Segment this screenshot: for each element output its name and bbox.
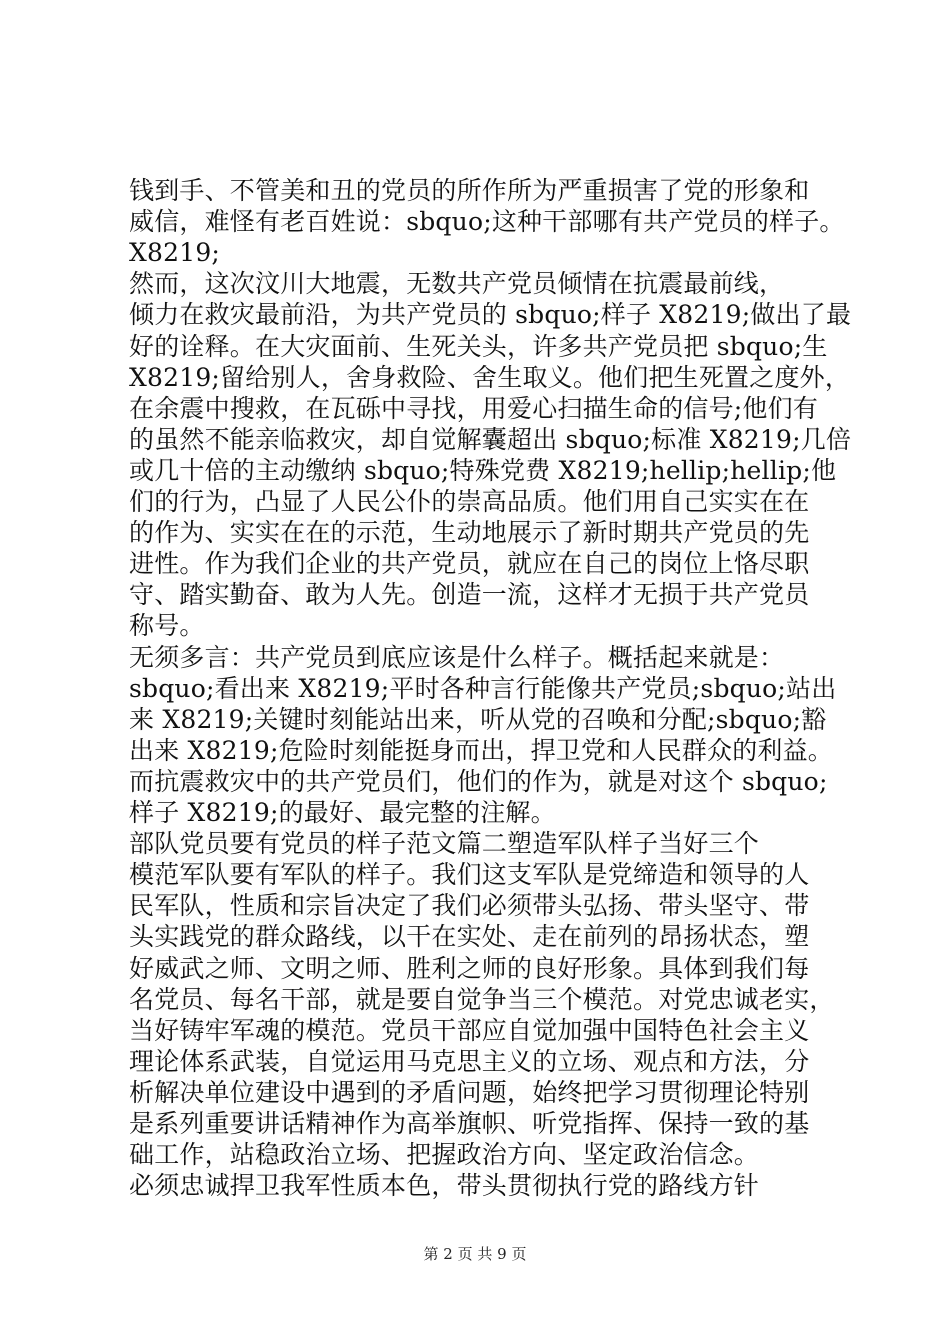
text-line: 在余震中搜救，在瓦砾中寻找，用爱心扫描生命的信号;他们有: [129, 394, 819, 423]
text-line: 出来 X8219;危险时刻能挺身而出，捍卫党和人民群众的利益。: [129, 736, 833, 765]
text-line: 然而，这次汶川大地震，无数共产党员倾情在抗震最前线，: [129, 269, 785, 298]
text-line: 的作为、实实在在的示范，生动地展示了新时期共产党员的先: [129, 518, 810, 547]
text-line: 好的诠释。在大灾面前、生死关头，许多共产党员把 sbquo;生: [129, 332, 828, 361]
text-line: 钱到手、不管美和丑的党员的所作所为严重损害了党的形象和: [129, 176, 810, 205]
text-line: 当好铸牢军魂的模范。党员干部应自觉加强中国特色社会主义: [129, 1016, 810, 1045]
text-line: 样子 X8219;的最好、最完整的注解。: [129, 798, 556, 827]
page-footer: 第 2 页 共 9 页: [423, 1245, 527, 1263]
text-line: 守、踏实勤奋、敢为人先。创造一流，这样才无损于共产党员: [129, 580, 810, 609]
text-line: 称号。: [129, 611, 205, 640]
text-line: 必须忠诚捍卫我军性质本色，带头贯彻执行党的路线方针: [129, 1171, 760, 1200]
text-line: 或几十倍的主动缴纳 sbquo;特殊党费 X8219;hellip;hellip;他: [129, 456, 837, 485]
text-line: sbquo;看出来 X8219;平时各种言行能像共产党员;sbquo;站出: [129, 674, 837, 703]
text-line: 部队党员要有党员的样子范文篇二塑造军队样子当好三个: [129, 829, 760, 858]
text-line: 析解决单位建设中遇到的矛盾问题，始终把学习贯彻理论特别: [129, 1078, 810, 1107]
text-line: 好威武之师、文明之师、胜利之师的良好形象。具体到我们每: [129, 954, 810, 983]
text-line: 们的行为，凸显了人民公仆的崇高品质。他们用自己实实在在: [129, 487, 810, 516]
text-line: 进性。作为我们企业的共产党员，就应在自己的岗位上恪尽职: [129, 549, 810, 578]
text-line: 础工作，站稳政治立场、把握政治方向、坚定政治信念。: [129, 1140, 760, 1169]
text-line: 是系列重要讲话精神作为高举旗帜、听党指挥、保持一致的基: [129, 1109, 810, 1138]
text-line: 的虽然不能亲临救灾，却自觉解囊超出 sbquo;标准 X8219;几倍: [129, 425, 852, 454]
text-line: 模范军队要有军队的样子。我们这支军队是党缔造和领导的人: [129, 860, 810, 889]
text-line: 理论体系武装，自觉运用马克思主义的立场、观点和方法，分: [129, 1047, 810, 1076]
text-line: 无须多言：共产党员到底应该是什么样子。概括起来就是：: [129, 643, 785, 672]
text-line: 头实践党的群众路线，以干在实处、走在前列的昂扬状态，塑: [129, 922, 810, 951]
text-line: 倾力在救灾最前沿，为共产党员的 sbquo;样子 X8219;做出了最: [129, 300, 852, 329]
text-line: X8219;: [129, 238, 221, 267]
text-line: 而抗震救灾中的共产党员们，他们的作为，就是对这个 sbquo;: [129, 767, 828, 796]
text-line: 威信，难怪有老百姓说：sbquo;这种干部哪有共产党员的样子。: [129, 207, 845, 236]
text-line: X8219;留给别人，舍身救险、舍生取义。他们把生死置之度外，: [129, 363, 851, 392]
text-line: 来 X8219;关键时刻能站出来，听从党的召唤和分配;sbquo;豁: [129, 705, 827, 734]
text-line: 民军队，性质和宗旨决定了我们必须带头弘扬、带头坚守、带: [129, 891, 810, 920]
text-line: 名党员、每名干部，就是要自觉争当三个模范。对党忠诚老实，: [129, 985, 835, 1014]
